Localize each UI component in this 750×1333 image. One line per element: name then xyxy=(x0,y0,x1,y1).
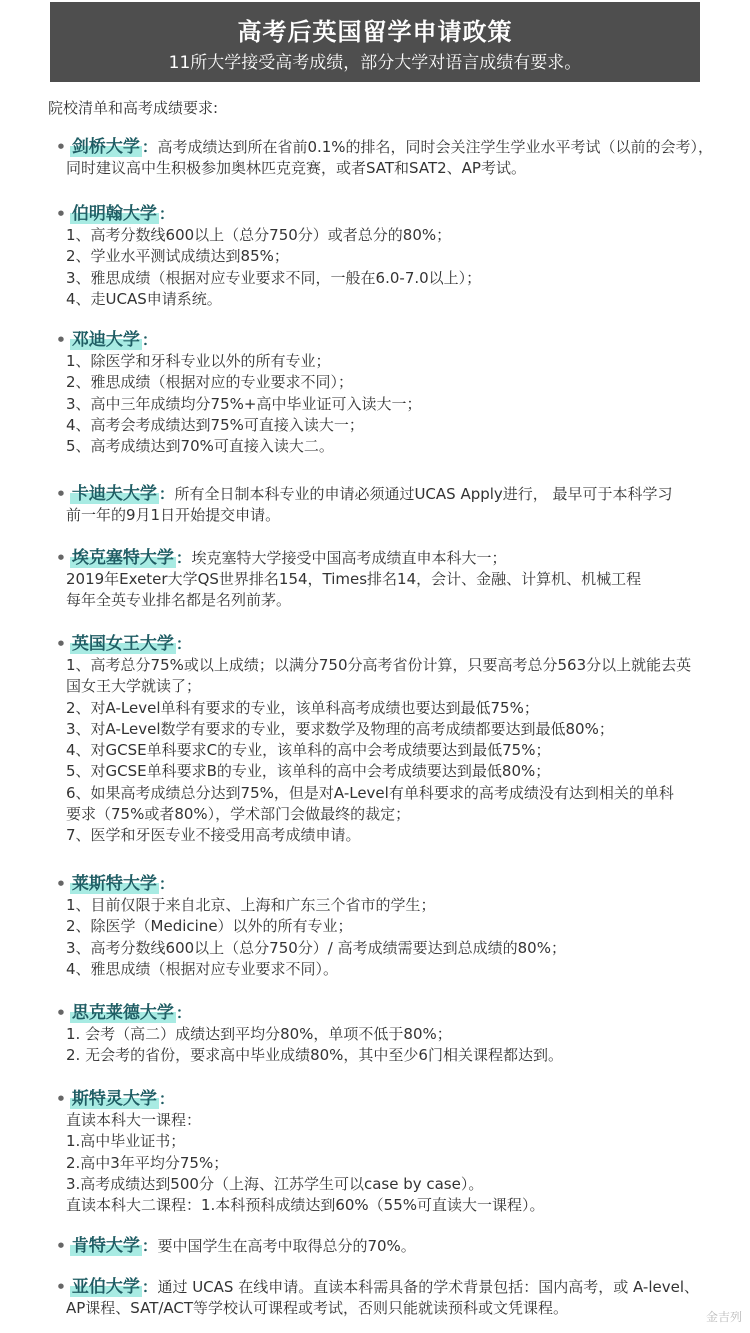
bullet-icon: • xyxy=(56,205,66,223)
school-heading xyxy=(56,1277,716,1298)
school-heading xyxy=(56,330,716,351)
school-name: 思克莱德大学 xyxy=(71,1003,174,1023)
requirement-line: 3、对A-Level数学有要求的专业，要求数学及物理的高考成绩都要达到最低80%； xyxy=(66,719,614,738)
school-section xyxy=(56,330,716,457)
school-heading xyxy=(56,484,716,505)
bullet-icon: • xyxy=(56,1237,66,1255)
school-name-colon: ： xyxy=(141,1237,158,1255)
requirement-line: 1、除医学和牙科专业以外的所有专业； xyxy=(66,352,331,370)
school-name: 邓迪大学 xyxy=(71,330,140,350)
requirement-line: 2.高中3年平均分75%； xyxy=(66,1153,229,1172)
school-section xyxy=(56,1089,716,1216)
school-name-colon: ： xyxy=(175,549,192,567)
requirement-line: 2. 无会考的省份，要求高中毕业成绩80%，其中至少6门相关课程都达到。 xyxy=(66,1046,563,1065)
requirement-line: 2、雅思成绩（根据对应的专业要求不同）； xyxy=(66,373,354,392)
school-heading xyxy=(56,874,716,895)
school-heading xyxy=(56,1236,716,1257)
requirement-line: 6、如果高考成绩总分达到75%，但是对A-Level有单科要求的高考成绩没有达到相关的单科 xyxy=(66,783,674,802)
requirement-line: 同时建议高中生积极参加奥林匹克竞赛，或者SAT和SAT2、AP考试。 xyxy=(66,159,526,177)
requirement-line: 直读本科大一课程： xyxy=(66,1111,202,1129)
school-name-colon: ： xyxy=(158,1090,175,1108)
school-name-colon: ： xyxy=(158,485,175,503)
requirement-line: 要求（75%或者80%），学术部门会做最终的裁定； xyxy=(66,805,411,824)
requirement-line: 2019年Exeter大学QS世界排名154，Times排名14，会计、金融、计算机、机械工程 xyxy=(66,570,642,588)
page-title: 高考后英国留学申请政策 xyxy=(237,18,513,46)
school-heading xyxy=(56,1003,716,1024)
school-section xyxy=(56,1277,716,1319)
school-heading xyxy=(56,634,716,655)
requirement-line: 3、雅思成绩（根据对应专业要求不同，一般在6.0-7.0以上）； xyxy=(66,268,482,287)
school-heading xyxy=(56,137,716,158)
school-name: 斯特灵大学 xyxy=(71,1089,157,1109)
school-heading xyxy=(56,1089,716,1110)
school-name: 英国女王大学 xyxy=(71,634,174,654)
school-section xyxy=(56,137,716,179)
requirement-line: 1、高考分数线600以上（总分750分）或者总分的80%； xyxy=(66,226,452,244)
bullet-icon: • xyxy=(56,549,66,567)
requirement-line: 4、高考会考成绩达到75%可直接入读大一； xyxy=(66,415,364,434)
school-section xyxy=(56,1003,716,1067)
school-name-colon: ： xyxy=(175,635,192,653)
bullet-icon: • xyxy=(56,1090,66,1108)
bullet-icon: • xyxy=(56,1278,66,1296)
watermark-logo: 金吉列 xyxy=(705,1310,742,1324)
requirement-line: 3、高考分数线600以上（总分750分）/ 高考成绩需要达到总成绩的80%； xyxy=(66,938,566,957)
school-name-colon: ： xyxy=(141,1278,158,1296)
requirement-line: 直读本科大二课程：1.本科预科成绩达到60%（55%可直读大一课程）。 xyxy=(66,1196,545,1215)
page-subtitle: 11所大学接受高考成绩，部分大学对语言成绩有要求。 xyxy=(168,53,582,73)
school-head-text: 所有全日制本科专业的申请必须通过UCAS Apply进行， 最早可于本科学习 xyxy=(174,485,673,503)
school-name: 卡迪夫大学 xyxy=(71,484,157,504)
school-name: 亚伯大学 xyxy=(71,1277,140,1297)
intro-text: 院校清单和高考成绩要求: xyxy=(48,99,219,117)
requirement-line: 5、高考成绩达到70%可直接入读大二。 xyxy=(66,437,334,456)
requirement-line: 2、学业水平测试成绩达到85%； xyxy=(66,247,289,266)
bullet-icon: • xyxy=(56,331,66,349)
bullet-icon: • xyxy=(56,875,66,893)
title-banner xyxy=(50,2,700,82)
school-name-colon: ： xyxy=(158,205,175,223)
bullet-icon: • xyxy=(56,1004,66,1022)
requirement-line: 每年全英专业排名都是名列前茅。 xyxy=(66,591,292,610)
requirement-line: 4、对GCSE单科要求C的专业，该单科的高中会考成绩要达到最低75%； xyxy=(66,741,551,760)
school-name: 剑桥大学 xyxy=(71,137,140,157)
school-heading xyxy=(56,204,716,225)
requirement-line: 3.高考成绩达到500分（上海、江苏学生可以case by case）。 xyxy=(66,1174,484,1193)
school-section xyxy=(56,634,716,847)
requirement-line: 4、走UCAS申请系统。 xyxy=(66,289,222,308)
school-name: 肯特大学 xyxy=(71,1236,140,1256)
requirement-line: 前一年的9月1日开始提交申请。 xyxy=(66,506,281,524)
requirement-line: 4、雅思成绩（根据对应专业要求不同）。 xyxy=(66,959,339,978)
bullet-icon: • xyxy=(56,138,66,156)
school-section xyxy=(56,548,716,612)
requirement-line: 7、医学和牙医专业不接受用高考成绩申请。 xyxy=(66,826,361,845)
school-section xyxy=(56,874,716,980)
requirement-line: 1、高考总分75%或以上成绩；以满分750分高考省份计算，只要高考总分563分以上就能去英 xyxy=(66,656,692,674)
school-head-text: 埃克塞特大学接受中国高考成绩直申本科大一； xyxy=(191,549,507,567)
school-name: 莱斯特大学 xyxy=(71,874,157,894)
requirement-line: 1、目前仅限于来自北京、上海和广东三个省市的学生； xyxy=(66,896,436,914)
requirement-line: 国女王大学就读了； xyxy=(66,677,202,696)
requirement-line: 1. 会考（高二）成绩达到平均分80%，单项不低于80%； xyxy=(66,1025,452,1043)
requirement-line: 2、对A-Level单科有要求的专业，该单科高考成绩也要达到最低75%； xyxy=(66,698,539,717)
requirement-line: 2、除医学（Medicine）以外的所有专业； xyxy=(66,917,353,936)
school-name: 伯明翰大学 xyxy=(71,204,157,224)
requirement-line: 5、对GCSE单科要求B的专业，该单科的高中会考成绩要达到最低80%； xyxy=(66,762,551,781)
requirement-line: 1.高中毕业证书； xyxy=(66,1132,186,1151)
school-head-text: 通过 UCAS 在线申请。直读本科需具备的学术背景包括：国内高考，或 A-level、 xyxy=(157,1278,699,1296)
requirement-line: AP课程、SAT/ACT等学校认可课程或考试，否则只能就读预科或文凭课程。 xyxy=(66,1299,569,1317)
requirement-line: 3、高中三年成绩均分75%+高中毕业证可入读大一； xyxy=(66,394,422,413)
school-head-text: 高考成绩达到所在省前0.1%的排名，同时会关注学生学业水平考试（以前的会考）， xyxy=(157,138,714,156)
school-name: 埃克塞特大学 xyxy=(71,548,174,568)
bullet-icon: • xyxy=(56,635,66,653)
school-name-colon: ： xyxy=(158,875,175,893)
school-head-text: 要中国学生在高考中取得总分的70%。 xyxy=(157,1237,416,1255)
school-heading xyxy=(56,548,716,569)
school-name-colon: ： xyxy=(141,331,158,349)
school-name-colon: ： xyxy=(141,138,158,156)
school-section xyxy=(56,1236,716,1257)
school-section xyxy=(56,484,716,526)
school-section xyxy=(56,204,716,310)
bullet-icon: • xyxy=(56,485,66,503)
school-name-colon: ： xyxy=(175,1004,192,1022)
